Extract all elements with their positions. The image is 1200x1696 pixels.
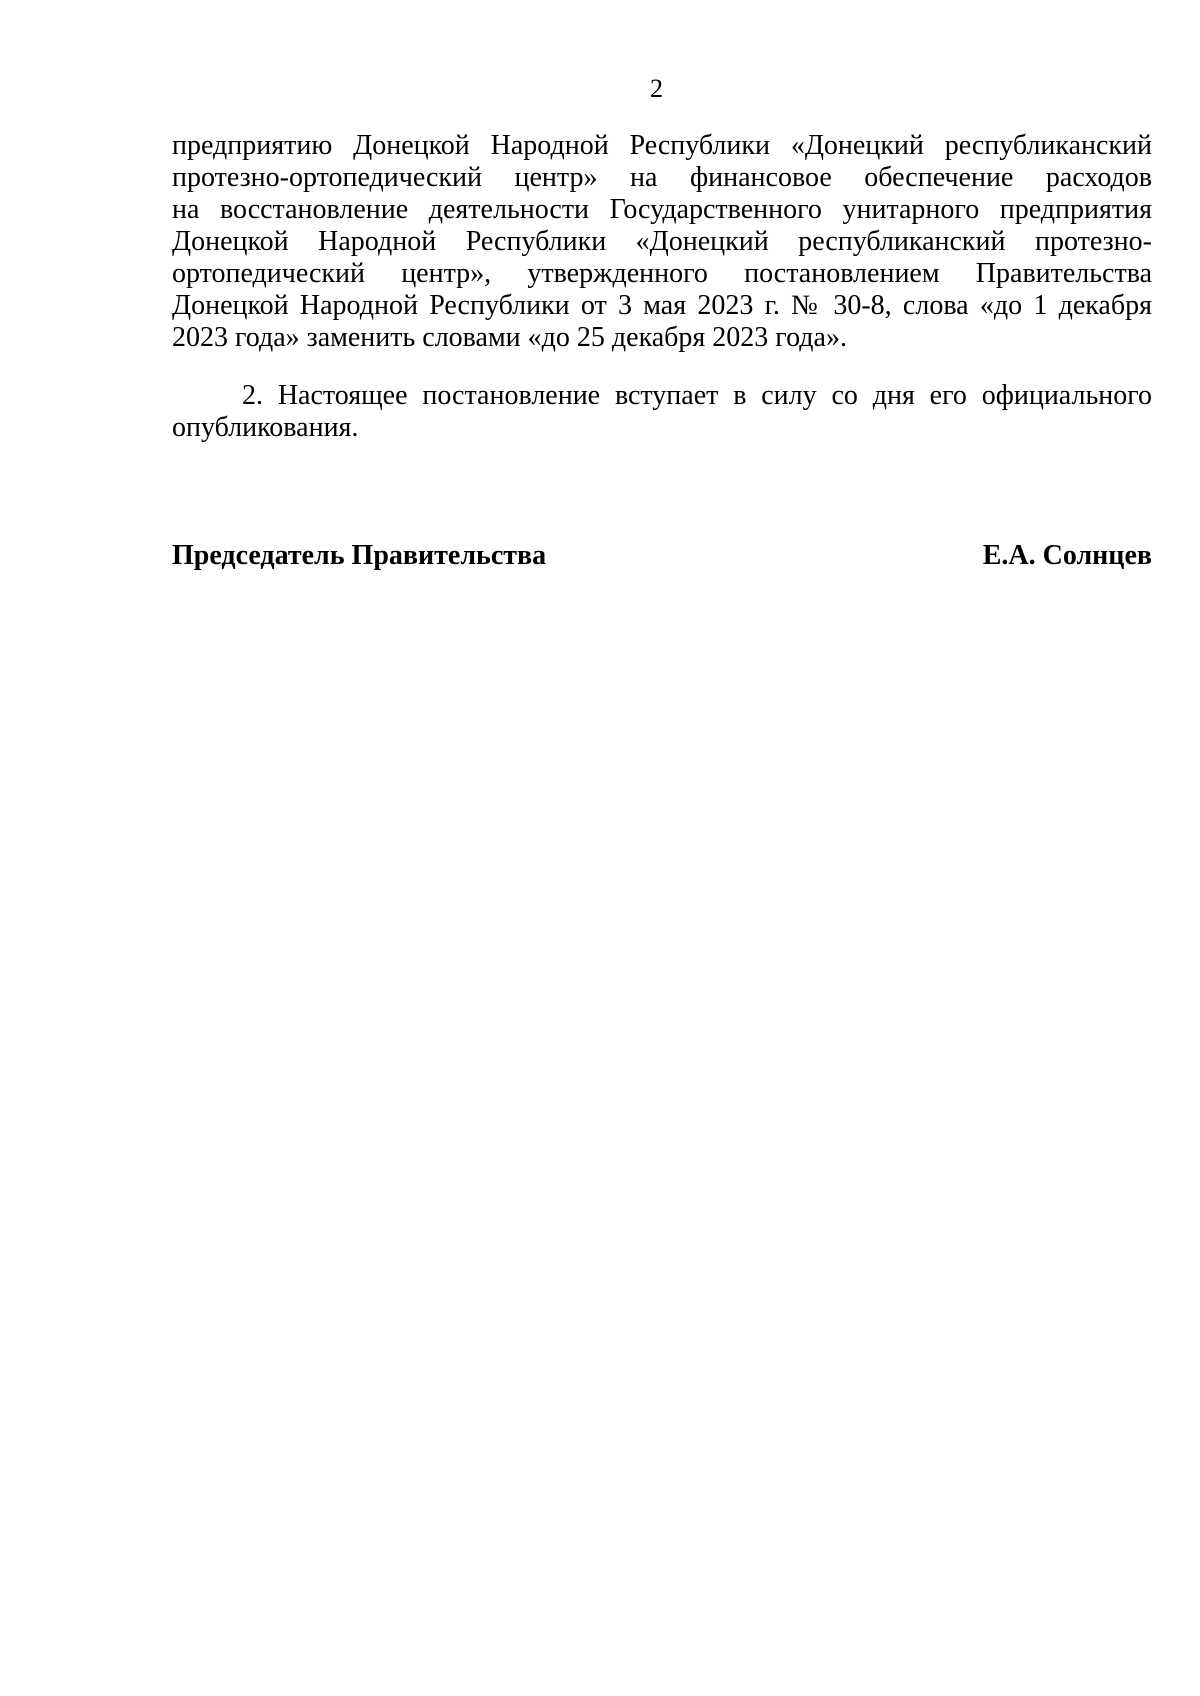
paragraph-line: 2. Настоящее постановление вступает в силу со дня его официального (242, 380, 1152, 411)
paragraph-line: протезно-ортопедический центр» на финансовое обеспечение расходов (172, 162, 1152, 193)
paragraph-spacer (172, 354, 1152, 380)
signatory-name: Е.А. Солнцев (982, 540, 1152, 571)
document-body (172, 130, 1152, 444)
paragraph-line: на восстановление деятельности Государственного унитарного предприятия (172, 194, 1152, 225)
signatory-title: Председатель Правительства (172, 540, 547, 571)
paragraph-line: опубликования. (172, 412, 359, 443)
paragraph-amendment (172, 130, 1152, 354)
paragraph-line: 2023 года» заменить словами «до 25 декабря 2023 года». (172, 322, 847, 353)
page-number: 2 (650, 74, 663, 103)
paragraph-line: Донецкой Народной Республики от 3 мая 2023 г. № 30-8, слова «до 1 декабря (172, 290, 1152, 321)
paragraph-line: ортопедический центр», утвержденного постановлением Правительства (172, 258, 1152, 289)
paragraph-effective-date (172, 380, 1152, 444)
paragraph-line: Донецкой Народной Республики «Донецкий республиканский протезно- (172, 226, 1152, 257)
paragraph-line: предприятию Донецкой Народной Республики «Донецкий республиканский (172, 130, 1152, 161)
